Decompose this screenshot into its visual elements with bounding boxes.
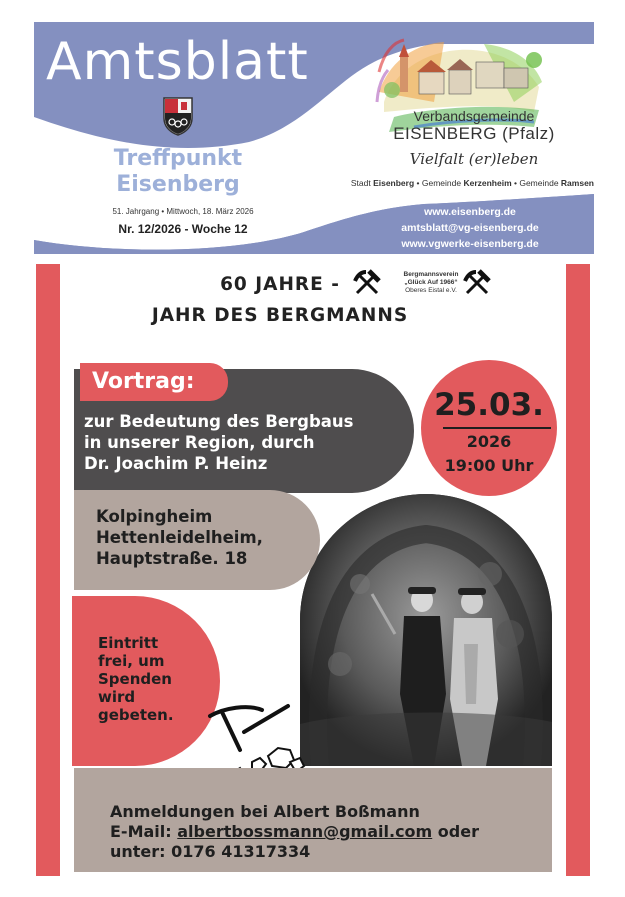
poster-stripe-left: [36, 264, 60, 876]
entry-note: [98, 634, 208, 724]
municipality-prefix: Stadt: [350, 178, 374, 188]
municipality-prefix: • Gemeinde: [511, 178, 561, 188]
historical-miners-photo: [300, 494, 552, 766]
registration-line1: Anmeldungen bei Albert Boßmann: [110, 802, 420, 821]
event-time: 19:00 Uhr: [444, 456, 534, 475]
subtitle-line1: Treffpunkt: [113, 146, 243, 171]
newspaper-subtitle: [98, 146, 258, 198]
coat-of-arms-icon: [162, 96, 194, 136]
entry-line: frei, um: [98, 652, 165, 670]
subtitle-line2: Eisenberg: [116, 172, 240, 197]
email-prefix: E-Mail:: [110, 822, 178, 841]
lecture-line: in unserer Region, durch: [84, 433, 315, 452]
entry-line: Spenden: [98, 670, 172, 688]
registration-email-link[interactable]: albertbossmann@gmail.com: [177, 822, 433, 841]
email-suffix: oder: [432, 822, 479, 841]
lecture-line: zur Bedeutung des Bergbaus: [84, 412, 354, 431]
club-name: [390, 271, 472, 295]
publication-title: Amtsblatt: [46, 32, 309, 92]
municipality-eisenberg: Eisenberg: [373, 178, 415, 188]
volume-date-line: 51. Jahrgang • Mittwoch, 18. März 2026: [112, 207, 254, 216]
issue-number: Nr. 12/2026 - Woche 12: [118, 222, 248, 236]
email-link[interactable]: amtsblatt@vg-eisenberg.de: [401, 222, 539, 234]
venue-address: [96, 506, 316, 569]
venue-line: Hettenleidelheim,: [96, 528, 263, 547]
municipality-ramsen: Ramsen: [560, 178, 594, 188]
poster-stripe-right: [566, 264, 590, 876]
municipalities-line: [324, 178, 594, 188]
entry-line: gebeten.: [98, 706, 174, 724]
entry-line: Eintritt: [98, 634, 159, 652]
event-year: 2026: [466, 432, 512, 451]
lecture-label: Vortrag:: [80, 363, 228, 401]
lecture-description: [84, 411, 404, 474]
date-divider: [443, 427, 551, 429]
club-line3: Oberes Eistal e.V.: [405, 287, 457, 294]
lecture-line: Dr. Joachim P. Heinz: [84, 454, 268, 473]
website-link[interactable]: www.eisenberg.de: [424, 206, 516, 218]
event-date: 25.03.: [434, 387, 544, 423]
poster-title-line2: JAHR DES BERGMANNS: [151, 305, 409, 326]
registration-email-line: [110, 822, 550, 842]
club-line2: „Glück Auf 1966“: [404, 279, 458, 286]
municipality-prefix: • Gemeinde: [414, 178, 464, 188]
poster-title-line1: 60 JAHRE -: [220, 274, 340, 295]
club-line1: Bergmannsverein: [403, 271, 459, 278]
slogan: Vielfalt (er)leben: [409, 150, 539, 168]
hammer-and-pick-icon: [462, 268, 492, 298]
municipality-kerzenheim: Kerzenheim: [463, 178, 512, 188]
hammer-and-pick-icon: [352, 268, 382, 298]
logo-line-eisenberg: EISENBERG (Pfalz): [393, 124, 555, 143]
venue-line: Hauptstraße. 18: [96, 549, 248, 568]
registration-phone: unter: 0176 41317334: [110, 842, 311, 861]
masthead: [34, 22, 594, 254]
registration-info: [110, 802, 550, 862]
entry-line: wird: [98, 688, 136, 706]
venue-line: Kolpingheim: [96, 507, 213, 526]
logo-line-verbandsgemeinde: Verbandsgemeinde: [413, 108, 535, 124]
vgwerke-link[interactable]: www.vgwerke-eisenberg.de: [401, 238, 539, 250]
contact-links: [374, 204, 566, 252]
